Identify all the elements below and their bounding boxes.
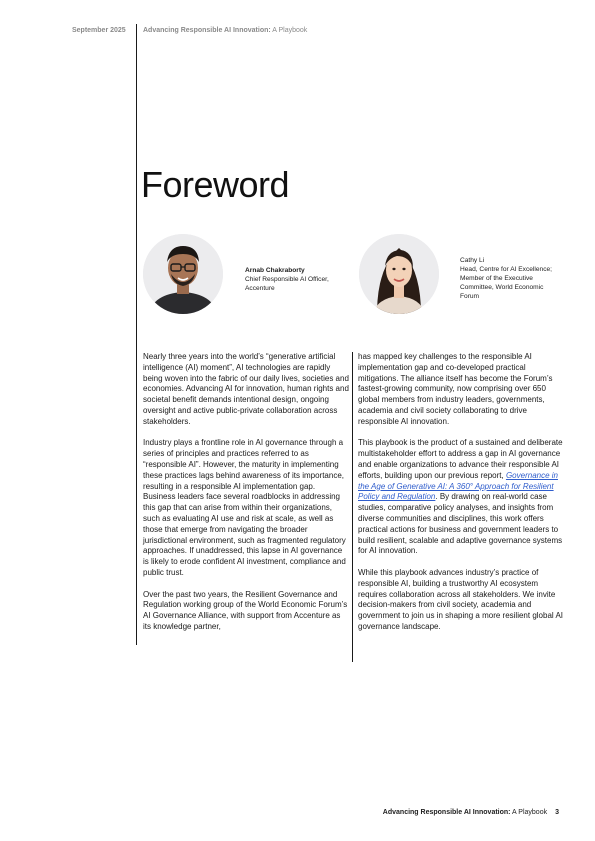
author-name: Arnab Chakraborty [245,267,305,274]
left-vertical-rule [136,24,137,645]
header-title-bold: Advancing Responsible AI Innovation: [143,27,271,34]
previous-report-link[interactable]: Governance in the Age of Generative AI: A 360° Approach for Resilient Policy and Regulation [358,470,558,502]
paragraph: Nearly three years into the world’s “generative artificial intelligence (AI) moment”, AI technologies are rapidly being woven into the fabric of our daily lives, societies and economies. Advancing AI for innovation, human rights and societal benefit demands intentional design, ongoing oversight and active public-private collaboration across stakeholders. [143,352,349,426]
footer-title-bold: Advancing Responsible AI Innovation: [382,809,511,816]
paragraph-text: This playbook is the product of a sustained and deliberate multistakeholder effort to address a gap in AI governance and enable organizations to advance their responsible AI efforts, building upon our previous report, [358,438,563,480]
paragraph-with-link [358,438,564,557]
header-title-rest: A Playbook [270,27,308,34]
author-photo-cathy [359,234,439,314]
paragraph: Industry plays a frontline role in AI governance through a series of principles and practices referred to as “responsible AI”. However, the maturity in implementing these practices lags behind awareness of its importance, resulting in a responsible AI implementation gap. Business leaders face several roadblocks in addressing this gap that can arise from within their organizations, such as evaluating AI use and risk at scale, as well as those that emerge from navigating the broader jurisdictional environment, such as fragmented regulatory approaches. If unaddressed, this lapse in AI governance is likely to erode confident AI investment, compliance and public trust. [143,438,346,577]
header-date: September 2025 [72,27,126,34]
author-role: Head, Centre for AI Excellence; Member of the Executive Committee, World Economic Forum [460,266,552,300]
author-photo-arnab [143,234,223,314]
paragraph: While this playbook advances industry’s practice of responsible AI, building a trustworthy AI ecosystem requires collaboration across all stakeholders. We invite decision-makers from civil society, academia and government to join us in shaping a more resilient global AI governance landscape. [358,567,564,631]
column-divider-rule [352,352,353,662]
page-number: 3 [555,809,559,816]
paragraph-text: . By drawing on real-world case studies, comparative policy analyses, and insights from diverse communities and disciplines, this work offers practical actions for business and government leaders to build resilient, scalable and adaptive governance systems for AI innovation. [358,492,563,556]
body-column-left [143,352,349,644]
paragraph: Over the past two years, the Resilient Governance and Regulation working group of the World Economic Forum’s AI Governance Alliance, with support from Accenture as its knowledge partner, [143,589,348,631]
author-name: Cathy Li [460,257,485,264]
author-role: Chief Responsible AI Officer, Accenture [245,276,329,292]
author-caption-cathy [460,256,552,301]
author-caption-arnab [245,266,345,293]
body-column-right [358,352,564,644]
footer [383,809,559,816]
portrait-woman-illustration [359,234,439,314]
paragraph: has mapped key challenges to the responsible AI implementation gap and co-developed practical mitigations. The alliance itself has become the Forum’s fastest-growing community, now comprising over 650 global members from industry leaders, governments, academia and civil society collaborating to drive responsible AI innovation. [358,352,553,426]
page-title: Foreword [141,164,290,205]
header-report-title [143,27,307,34]
footer-title-rest: A Playbook [510,809,548,816]
portrait-man-illustration [143,234,223,314]
